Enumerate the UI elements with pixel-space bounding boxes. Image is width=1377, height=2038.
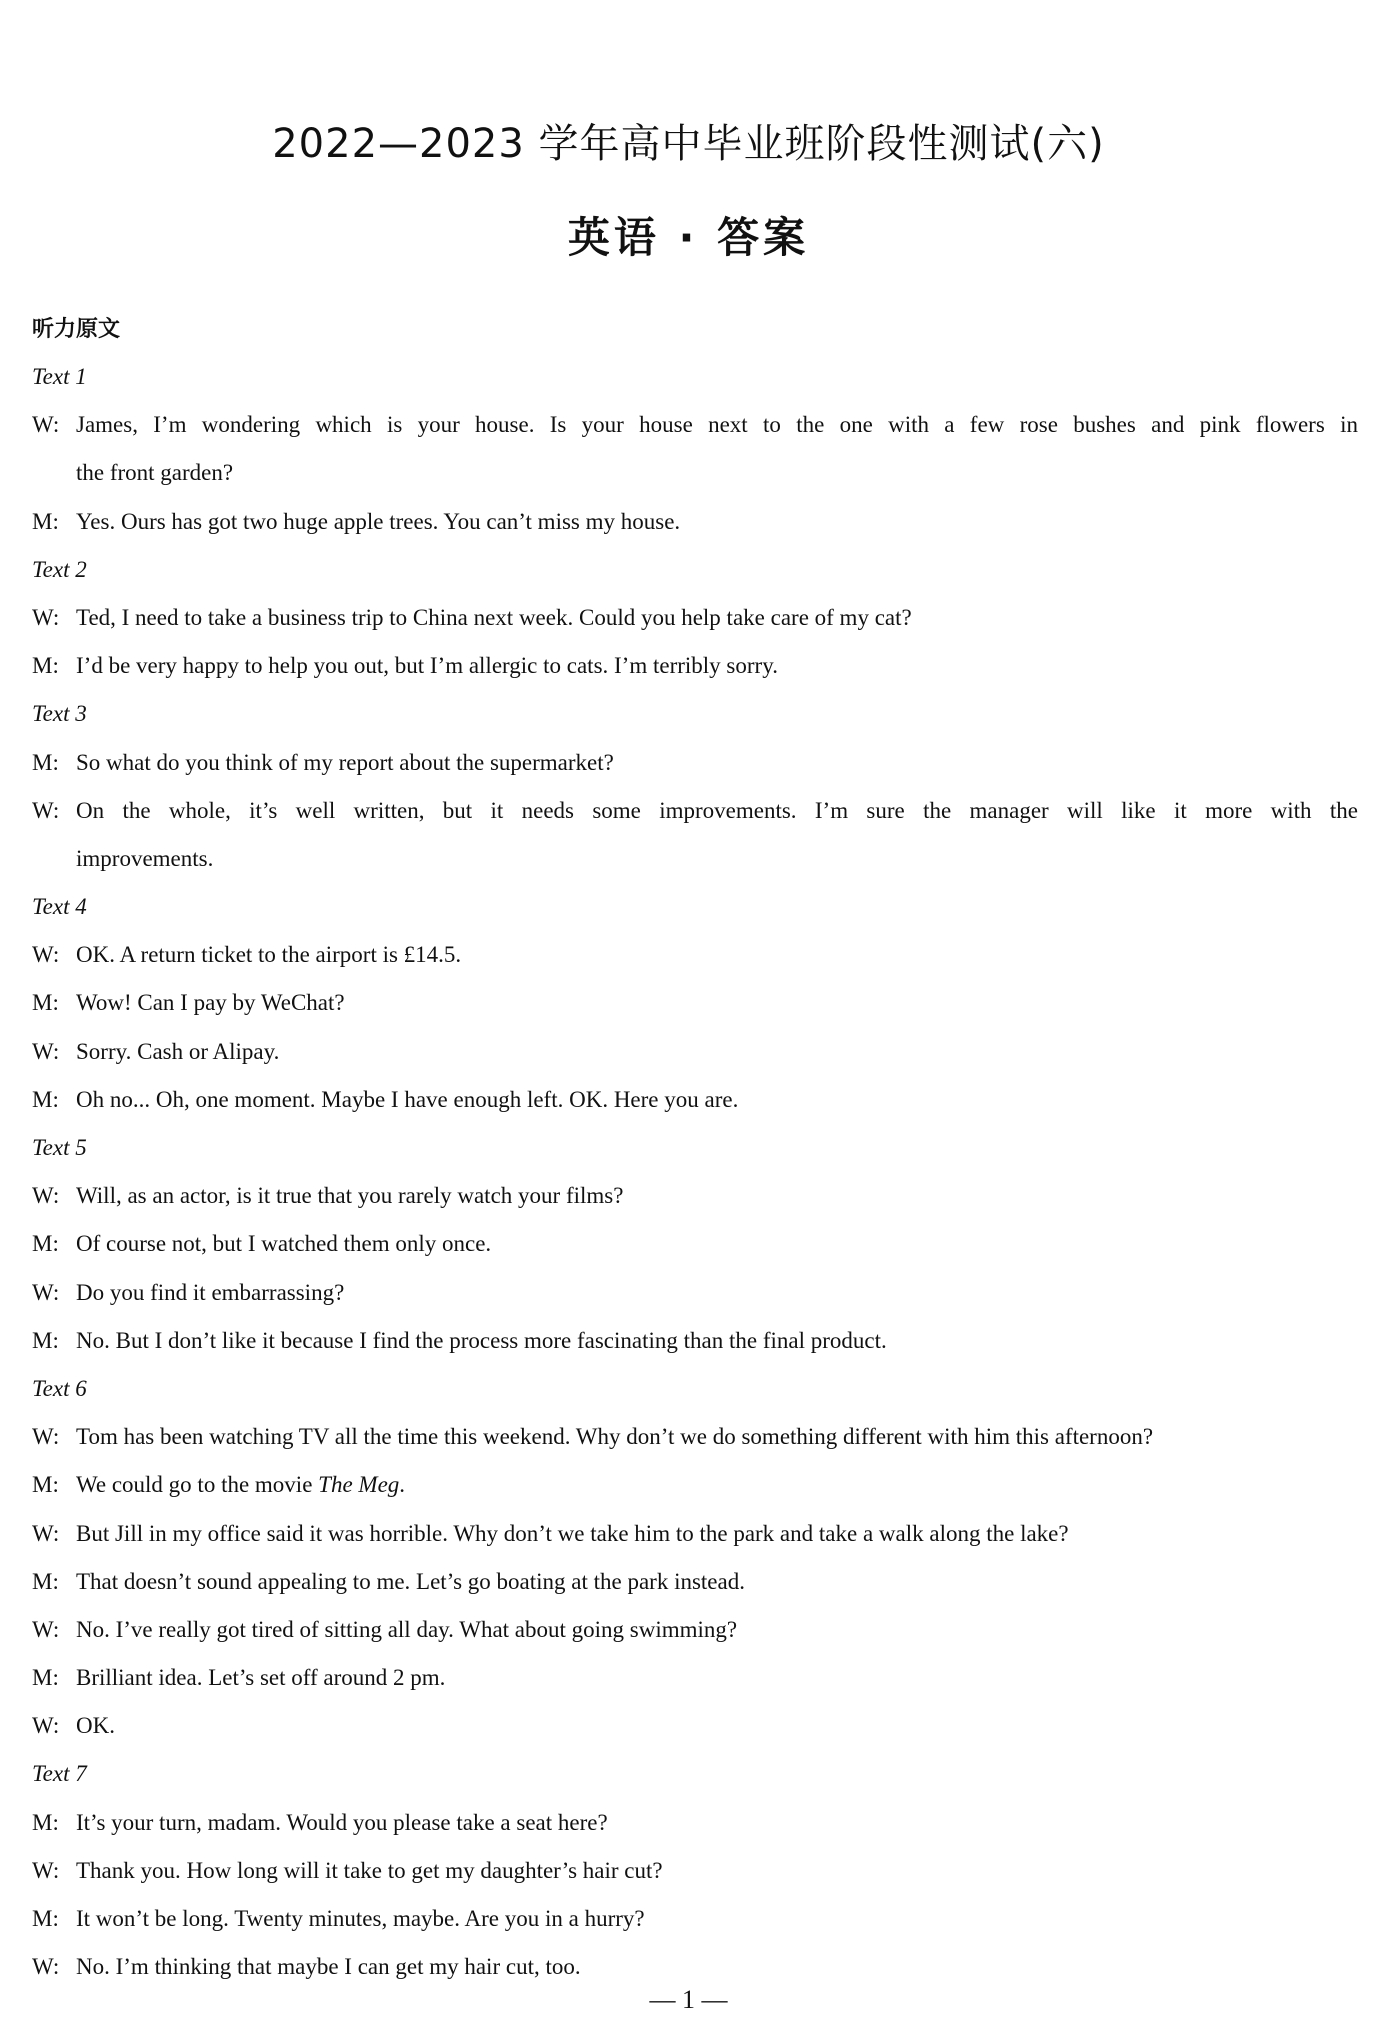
dialogue-line [32, 1413, 1358, 1461]
speaker-label: M: [32, 1809, 59, 1835]
speaker-label: W: [32, 1279, 60, 1305]
speaker-label: W: [32, 1857, 60, 1883]
dialogue-text: No. I’ve really got tired of sitting all day. What about going swimming? [76, 1616, 738, 1642]
dialogue-text: Tom has been watching TV all the time this weekend. Why don’t we do something different with him this afternoon? [76, 1424, 1154, 1450]
text-label: Text 4 [32, 894, 87, 920]
dialogue-text: That doesn’t sound appealing to me. Let’s go boating at the park instead. [76, 1568, 745, 1594]
dialogue-text: Sorry. Cash or Alipay. [76, 1038, 280, 1064]
dialogue-line [32, 1076, 1358, 1124]
text-label: Text 5 [32, 1135, 87, 1160]
dialogue-text: We could go to the movie The Meg. [76, 1472, 406, 1498]
text-label: Text 7 [32, 1761, 87, 1787]
text-label: Text 6 [32, 1375, 87, 1401]
speaker-label: W: [32, 412, 60, 438]
speaker-label: W: [32, 604, 60, 630]
dialogue-text: Yes. Ours has got two huge apple trees. You can’t miss my house. [76, 508, 681, 534]
movie-title: The Meg [318, 1472, 400, 1498]
section-heading: 听力原文 [32, 317, 121, 342]
dialogue-line [32, 1847, 1358, 1895]
dialogue-line [32, 1606, 1358, 1654]
speaker-label: M: [32, 990, 59, 1016]
text-label: Text 3 [32, 701, 87, 727]
speaker-label: M: [32, 749, 59, 775]
dialogue-line [32, 1269, 1358, 1317]
dialogue-line [32, 1510, 1358, 1558]
speaker-label: W: [32, 1183, 60, 1209]
dialogue-line [32, 1654, 1358, 1702]
speaker-label: M: [32, 1472, 59, 1498]
page-subtitle: 英语 · 答案 [567, 213, 810, 262]
speaker-label: W: [32, 942, 60, 968]
dialogue-line [32, 1558, 1358, 1606]
transcript-body [32, 353, 1358, 1991]
dialogue-line [32, 1028, 1358, 1076]
dialogue-text: Of course not, but I watched them only once. [76, 1231, 492, 1257]
speaker-label: M: [32, 1906, 59, 1931]
dialogue-text: I’d be very happy to help you out, but I’m allergic to cats. I’m terribly sorry. [76, 653, 778, 679]
dialogue-line [32, 1895, 1358, 1943]
dialogue-text: So what do you think of my report about the supermarket? [76, 749, 614, 775]
dialogue-line [32, 401, 1358, 449]
speaker-label: W: [32, 1038, 60, 1064]
dialogue-text: Wow! Can I pay by WeChat? [76, 990, 345, 1016]
dialogue-line [32, 787, 1358, 835]
speaker-label: M: [32, 1327, 59, 1353]
dialogue-text: On the whole, it’s well written, but it needs some improvements. I’m sure the manager will like it more with the [76, 797, 1358, 823]
speaker-label: M: [32, 1231, 59, 1257]
dialogue-line [32, 979, 1358, 1027]
dialogue-line [32, 1172, 1358, 1220]
dialogue-line [32, 1702, 1358, 1750]
dialogue-line [32, 594, 1358, 642]
dialogue-line [32, 498, 1358, 546]
speaker-label: W: [32, 1616, 60, 1642]
dialogue-line [32, 1461, 1358, 1509]
dialogue-line-continuation: improvements. [76, 845, 214, 871]
dialogue-text: James, I’m wondering which is your house. Is your house next to the one with a few rose bushes and pink flowers in [76, 412, 1358, 438]
dialogue-text: Brilliant idea. Let’s set off around 2 pm. [76, 1665, 446, 1691]
dialogue-text: OK. A return ticket to the airport is £14.5. [76, 942, 462, 968]
text-label: Text 2 [32, 556, 87, 582]
dialogue-text: It’s your turn, madam. Would you please take a seat here? [76, 1809, 608, 1835]
speaker-label: W: [32, 797, 60, 823]
speaker-label: M: [32, 1665, 59, 1691]
dialogue-text: Will, as an actor, is it true that you rarely watch your films? [76, 1183, 624, 1209]
page-title: 2022—2023 学年高中毕业班阶段性测试(六) [272, 121, 1105, 167]
dialogue-text: Ted, I need to take a business trip to China next week. Could you help take care of my cat? [76, 604, 912, 630]
page-number: — 1 — [649, 1985, 728, 2014]
speaker-label: W: [32, 1424, 60, 1450]
text-label: Text 1 [32, 364, 87, 389]
dialogue-line [32, 642, 1358, 690]
dialogue-line [32, 1799, 1358, 1847]
speaker-label: M: [32, 508, 59, 534]
dialogue-text: Do you find it embarrassing? [76, 1279, 345, 1305]
dialogue-text: Thank you. How long will it take to get my daughter’s hair cut? [76, 1857, 663, 1883]
dialogue-line-continuation: the front garden? [76, 460, 234, 486]
dialogue-line [32, 739, 1358, 787]
speaker-label: M: [32, 1568, 59, 1594]
speaker-label: W: [32, 1954, 60, 1980]
dialogue-text: No. I’m thinking that maybe I can get my hair cut, too. [76, 1954, 581, 1980]
dialogue-text: Oh no... Oh, one moment. Maybe I have enough left. OK. Here you are. [76, 1086, 739, 1112]
speaker-label: M: [32, 1086, 59, 1112]
dialogue-text: No. But I don’t like it because I find the process more fascinating than the final product. [76, 1327, 887, 1353]
speaker-label: M: [32, 653, 59, 679]
dialogue-line [32, 1220, 1358, 1268]
dialogue-line [32, 1317, 1358, 1365]
dialogue-text: It won’t be long. Twenty minutes, maybe. Are you in a hurry? [76, 1906, 645, 1931]
speaker-label: W: [32, 1520, 60, 1546]
dialogue-line [32, 931, 1358, 979]
dialogue-text: But Jill in my office said it was horrible. Why don’t we take him to the park and take a walk along the lake? [76, 1520, 1069, 1546]
dialogue-text: OK. [76, 1713, 115, 1739]
speaker-label: W: [32, 1713, 60, 1739]
